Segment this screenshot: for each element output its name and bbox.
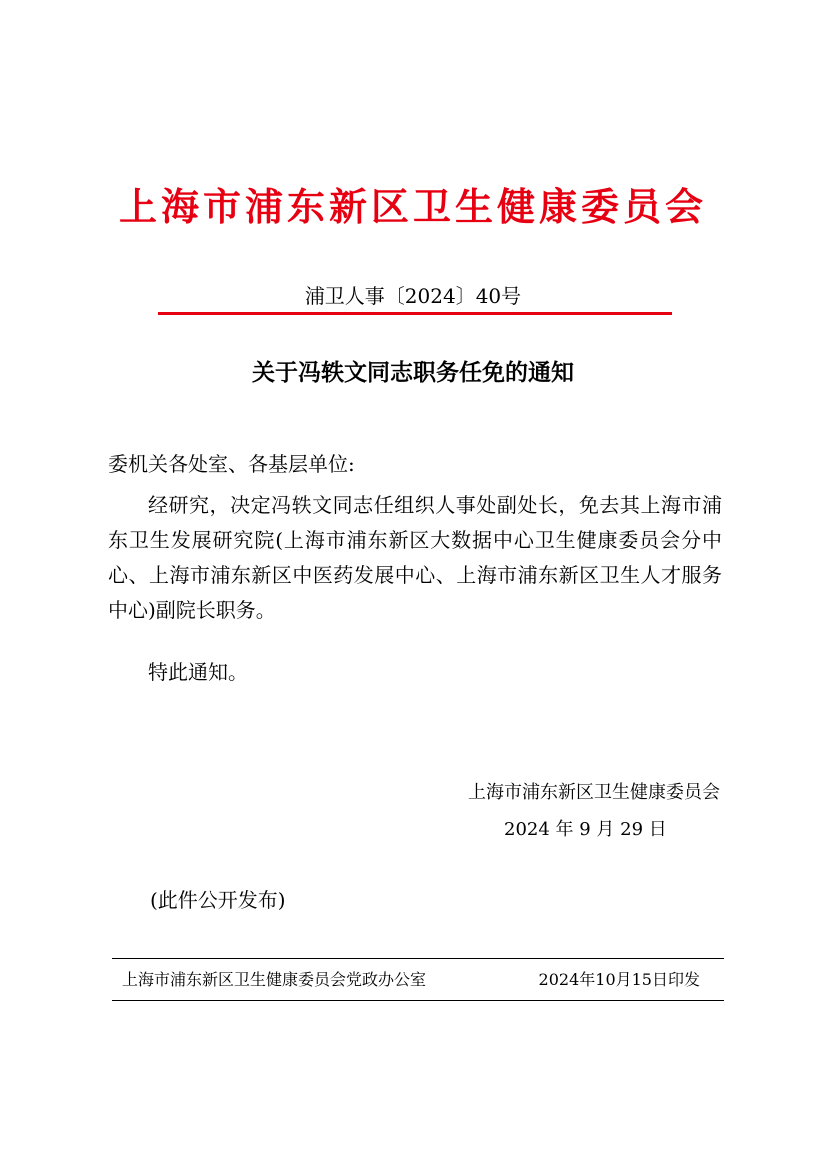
publication-note: (此件公开发布): [150, 888, 286, 912]
footer-print-date: 2024年10月15日印发: [538, 970, 700, 989]
footer-top-rule: [112, 958, 724, 959]
document-number: 浦卫人事〔2024〕40号: [304, 284, 522, 308]
document-title: 关于冯轶文同志职务任免的通知: [252, 359, 574, 386]
body-paragraph: 经研究，决定冯轶文同志任组织人事处副处长，免去其上海市浦东卫生发展研究院(上海市浦东新区大数据中心卫生健康委员会分中心、上海市浦东新区中医药发展中心、上海市浦东新区卫生人才服务中心)副院长职务。: [108, 493, 722, 622]
footer-issuing-office: 上海市浦东新区卫生健康委员会党政办公室: [122, 970, 427, 989]
signature-organization: 上海市浦东新区卫生健康委员会: [468, 782, 720, 803]
closing-line: 特此通知。: [148, 660, 248, 684]
signature-date: 2024 年 9 月 29 日: [504, 819, 667, 840]
footer-bottom-rule: [112, 1000, 724, 1001]
red-separator-line: [158, 312, 672, 315]
addressee-line: 委机关各处室、各基层单位:: [108, 452, 355, 476]
issuing-organization-header: 上海市浦东新区卫生健康委员会: [118, 184, 707, 229]
